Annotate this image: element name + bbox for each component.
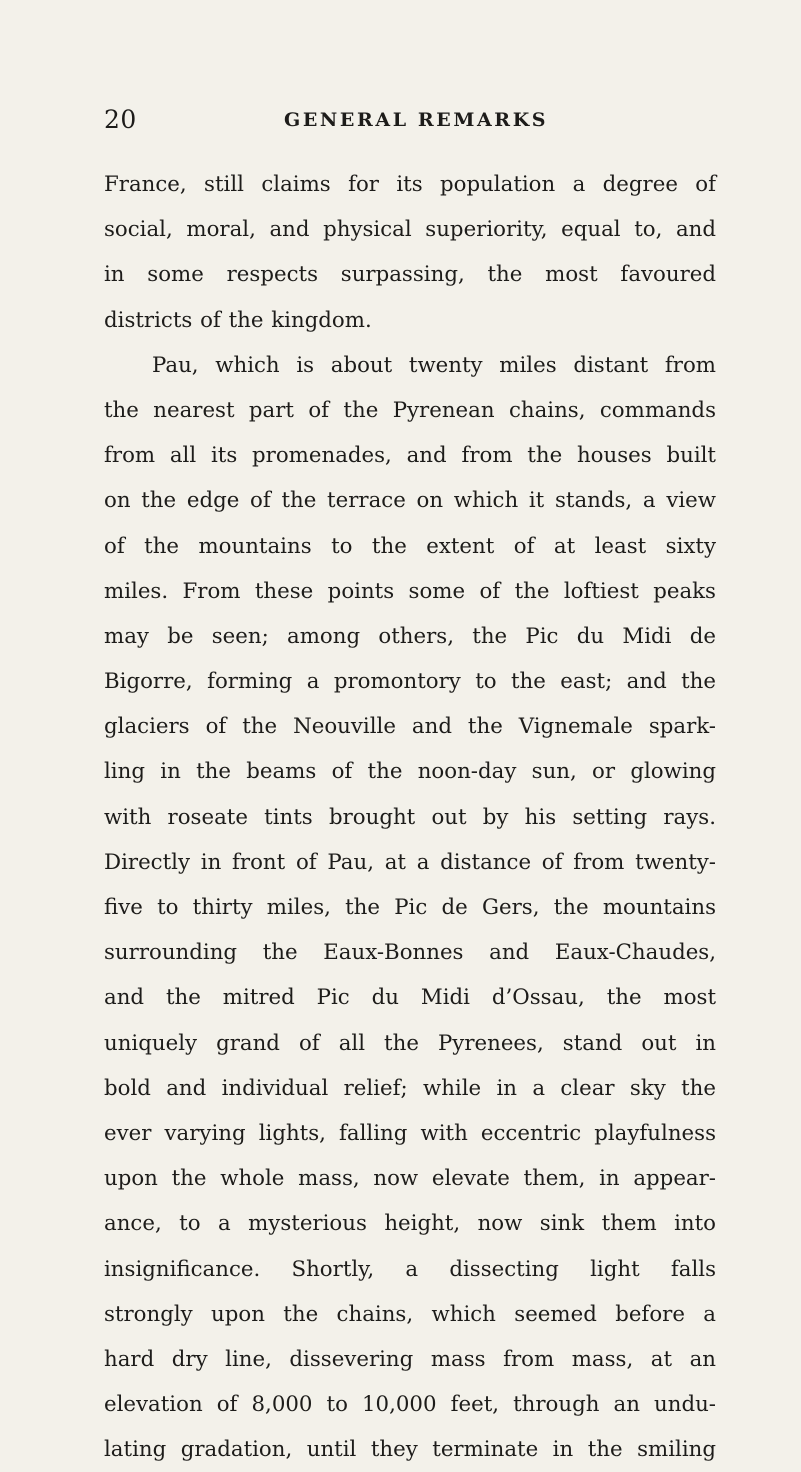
text-line: may be seen; among others, the Pic du Midi de: [104, 623, 716, 649]
text-line: strongly upon the chains, which seemed before a: [104, 1301, 716, 1327]
text-line: lating gradation, until they terminate in the smiling: [104, 1437, 716, 1463]
text-line: insignificance. Shortly, a dissecting light falls: [104, 1256, 716, 1282]
text-line: social, moral, and physical superiority, equal to, and: [104, 217, 716, 243]
text-line: miles. From these points some of the loftiest peaks: [104, 578, 716, 604]
text-line: in some respects surpassing, the most favoured: [104, 262, 716, 288]
text-line: the nearest part of the Pyrenean chains, commands: [104, 397, 716, 423]
text-line: from all its promenades, and from the houses built: [104, 443, 716, 469]
text-line: on the edge of the terrace on which it stands, a view: [104, 488, 716, 514]
running-head: GENERAL REMARKS: [284, 109, 549, 131]
text-line: glaciers of the Neouville and the Vignemale spark-: [104, 714, 716, 740]
text-line: Directly in front of Pau, at a distance of from twenty-: [104, 849, 716, 875]
text-line: elevation of 8,000 to 10,000 feet, through an undu-: [104, 1392, 716, 1418]
text-line: hard dry line, dissevering mass from mass, at an: [104, 1346, 716, 1372]
text-line: surrounding the Eaux-Bonnes and Eaux-Chaudes,: [104, 940, 716, 966]
text-line: uniquely grand of all the Pyrenees, stand out in: [104, 1030, 716, 1056]
text-line: ance, to a mysterious height, now sink them into: [104, 1211, 716, 1237]
text-line: France, still claims for its population a degree of: [104, 172, 716, 197]
text-line: ling in the beams of the noon-day sun, or glowing: [104, 759, 716, 785]
text-line: districts of the kingdom.: [104, 307, 372, 333]
text-line: upon the whole mass, now elevate them, in appear-: [104, 1166, 716, 1192]
text-line: bold and individual relief; while in a clear sky the: [104, 1075, 716, 1101]
text-line: five to thirty miles, the Pic de Gers, the mountains: [104, 895, 716, 920]
text-line: ever varying lights, falling with eccentric playfulness: [104, 1120, 716, 1146]
body-text: [104, 162, 716, 1472]
text-line: and the mitred Pic du Midi d’Ossau, the most: [104, 985, 716, 1011]
text-line: Pau, which is about twenty miles distant from: [152, 352, 716, 378]
text-line: Bigorre, forming a promontory to the east; and the: [104, 669, 716, 695]
text-line: of the mountains to the extent of at least sixty: [104, 533, 716, 559]
text-line: with roseate tints brought out by his setting rays.: [104, 804, 716, 830]
page-number: 20: [104, 105, 137, 134]
